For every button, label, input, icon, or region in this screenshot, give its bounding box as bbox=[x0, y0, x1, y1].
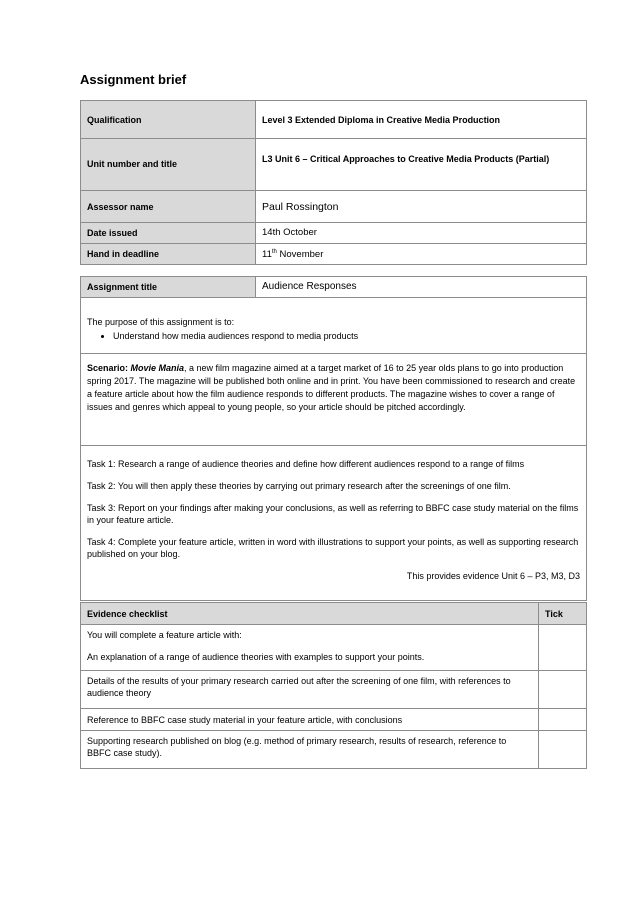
task-1: Task 1: Research a range of audience theories and define how different audiences respond to a range of films bbox=[87, 459, 525, 469]
qualification-label: Qualification bbox=[81, 101, 256, 139]
task-2: Task 2: You will then apply these theories by carrying out primary research after the screenings of one film. bbox=[87, 481, 511, 491]
assessor-value: Paul Rossington bbox=[256, 191, 587, 223]
date-row bbox=[81, 223, 587, 244]
checklist-item-4: Supporting research published on blog (e.g. method of primary research, results of research, reference to BBFC case study). bbox=[81, 731, 539, 769]
purpose-bullet: • Understand how media audiences respond to media products bbox=[113, 330, 580, 342]
scenario-cell bbox=[81, 354, 587, 446]
scenario-text: , a new film magazine aimed at a target market of 16 to 25 year olds plans to go into production spring 2017. The magazine will be published both online and in print. You have been commissioned to research and create a feature article about how the film audience responds to different products. The magazine wishes to cover a range of issues and genres which appeal to young people, so your article should be pitched accordingly. bbox=[87, 363, 576, 412]
tick-box-1[interactable] bbox=[539, 625, 587, 671]
evidence-checklist-table bbox=[80, 602, 587, 769]
checklist-item-row bbox=[81, 709, 587, 731]
task-3: Task 3: Report on your findings after making your conclusions, as well as referring to BBFC case study material on the films in your feature article. bbox=[87, 503, 579, 525]
evidence-note: This provides evidence Unit 6 – P3, M3, D3 bbox=[406, 571, 580, 581]
checklist-item-1-intro: You will complete a feature article with: bbox=[87, 630, 242, 640]
assignment-title-value: Audience Responses bbox=[256, 277, 587, 298]
checklist-header-label: Evidence checklist bbox=[81, 603, 539, 625]
deadline-value bbox=[256, 244, 587, 265]
scenario-label: Scenario: bbox=[87, 363, 131, 373]
date-value: 14th October bbox=[256, 223, 587, 244]
purpose-list bbox=[87, 330, 580, 342]
tick-box-3[interactable] bbox=[539, 709, 587, 731]
checklist-item-row bbox=[81, 625, 587, 671]
date-label: Date issued bbox=[81, 223, 256, 244]
qualification-row bbox=[81, 101, 587, 139]
qualification-value: Level 3 Extended Diploma in Creative Media Production bbox=[256, 101, 587, 139]
checklist-item-1 bbox=[81, 625, 539, 671]
deadline-suffix: th bbox=[271, 249, 277, 256]
tick-box-2[interactable] bbox=[539, 671, 587, 709]
checklist-item-2: Details of the results of your primary research carried out after the screening of one film, with references to audience theory bbox=[81, 671, 539, 709]
deadline-month: November bbox=[276, 249, 324, 261]
tasks-cell bbox=[81, 446, 587, 601]
scenario-magazine-name: Movie Mania bbox=[130, 363, 185, 373]
tasks-row bbox=[81, 446, 587, 601]
checklist-item-row bbox=[81, 671, 587, 709]
checklist-item-row bbox=[81, 731, 587, 769]
deadline-label: Hand in deadline bbox=[81, 244, 256, 265]
brief-details-table bbox=[80, 100, 587, 265]
unit-label: Unit number and title bbox=[81, 139, 256, 191]
page-heading: Assignment brief bbox=[80, 72, 187, 87]
assignment-title-label: Assignment title bbox=[81, 277, 256, 298]
assignment-table bbox=[80, 276, 587, 601]
deadline-row bbox=[81, 244, 587, 265]
checklist-item-1-text: An explanation of a range of audience theories with examples to support your points. bbox=[87, 652, 425, 662]
tick-header-label: Tick bbox=[539, 603, 587, 625]
unit-row bbox=[81, 139, 587, 191]
tick-box-4[interactable] bbox=[539, 731, 587, 769]
checklist-item-3: Reference to BBFC case study material in your feature article, with conclusions bbox=[81, 709, 539, 731]
task-4: Task 4: Complete your feature article, written in word with illustrations to support your points, as well as supporting research published on your blog. bbox=[87, 537, 579, 559]
assignment-title-row bbox=[81, 277, 587, 298]
assessor-row bbox=[81, 191, 587, 223]
purpose-intro: The purpose of this assignment is to: bbox=[87, 317, 235, 327]
assessor-label: Assessor name bbox=[81, 191, 256, 223]
unit-value: L3 Unit 6 – Critical Approaches to Creative Media Products (Partial) bbox=[256, 139, 587, 191]
scenario-row bbox=[81, 354, 587, 446]
checklist-header-row bbox=[81, 603, 587, 625]
purpose-row bbox=[81, 298, 587, 354]
purpose-cell bbox=[81, 298, 587, 354]
deadline-day: 11 bbox=[262, 249, 272, 261]
